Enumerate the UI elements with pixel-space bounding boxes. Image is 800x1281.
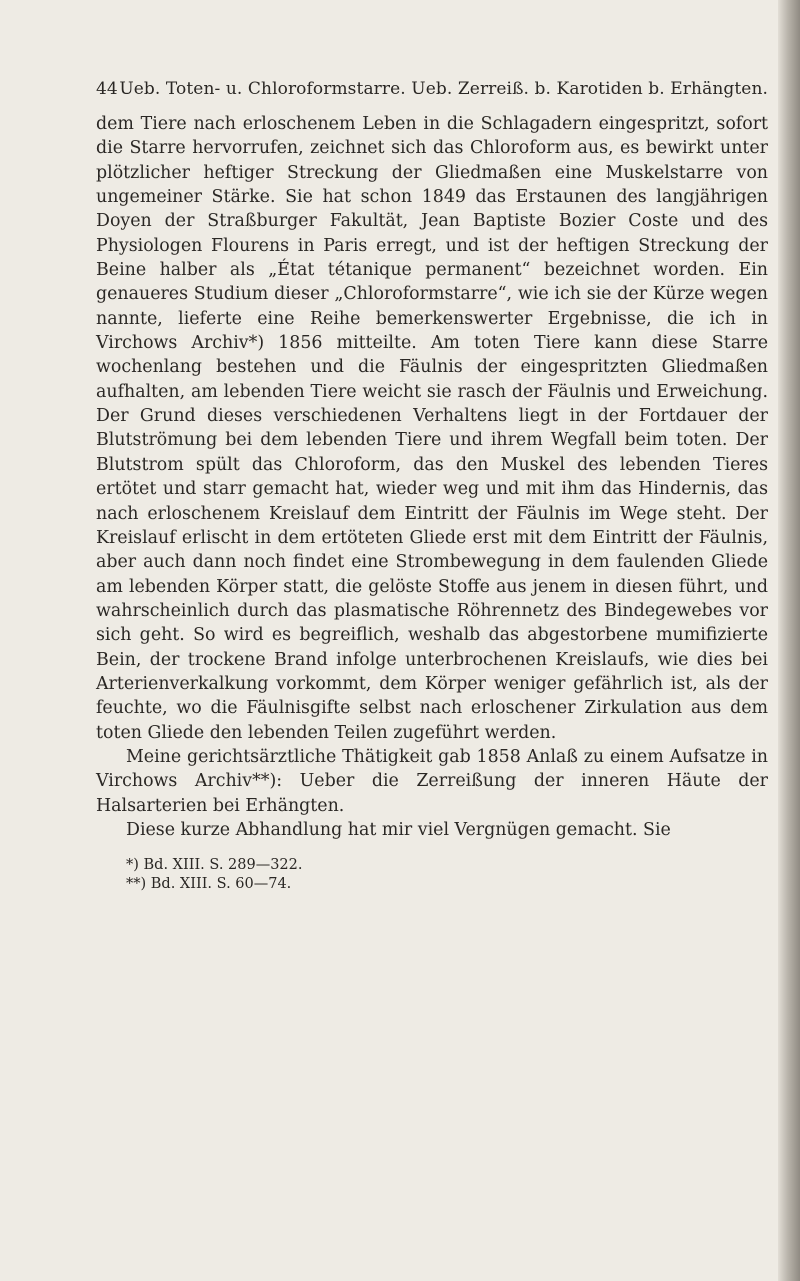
page-number: 44: [96, 79, 118, 99]
running-head: Ueb. Toten- u. Chloroformstarre. Ueb. Zerreiß. b. Karotiden b. Erhängten.: [119, 79, 768, 99]
book-page: [96, 78, 768, 894]
paragraph-3: Diese kurze Abhandlung hat mir viel Vergnügen gemacht. Sie: [126, 819, 671, 840]
page-header: [96, 78, 768, 100]
page-edge-shadow: [778, 0, 800, 1281]
paragraph-1: dem Tiere nach erloschenem Leben in die Schlagadern eingespritzt, sofort die Starre hervorrufen, zeichnet sich das Chloroform aus, es bewirkt unter plötzlicher heftiger Streckung der Gliedmaßen eine Muskelstarre von ungemeiner Stärke. Sie hat schon 1849 das Erstaunen des langjährigen Doyen der Straßburger Fakultät, Jean Baptiste Bozier Coste und des Physiologen Flourens in Paris erregt, und ist der heftigen Streckung der Beine halber als „État tétanique permanent“ bezeichnet worden. Ein genaueres Studium dieser „Chloroformstarre“, wie ich sie der Kürze wegen nannte, lieferte eine Reihe bemerkenswerter Ergebnisse, die ich in Virchows Archiv*) 1856 mitteilte. Am toten Tiere kann diese Starre wochenlang bestehen und die Fäulnis der eingespritzten Gliedmaßen aufhalten, am lebenden Tiere weicht sie rasch der Fäulnis und Erweichung. Der Grund dieses verschiedenen Verhaltens liegt in der Fortdauer der Blutströmung bei dem lebenden Tiere und ihrem Wegfall beim toten. Der Blutstrom spült das Chloroform, das den Muskel des lebenden Tieres ertötet und starr gemacht hat, wieder weg und mit ihm das Hindernis, das nach erloschenem Kreislauf dem Eintritt der Fäulnis im Wege steht. Der Kreislauf erlischt in dem ertöteten Gliede erst mit dem Eintritt der Fäulnis, aber auch dann noch findet eine Strombewegung in dem faulenden Gliede am lebenden Körper statt, die gelöste Stoffe aus jenem in diesen führt, und wahrscheinlich durch das plasmatische Röhrennetz des Bindegewebes vor sich geht. So wird es begreiflich, weshalb das abgestorbene mumifizierte Bein, der trockene Brand infolge unterbrochenen Kreislaufs, wie dies bei Arterienverkalkung vorkommt, dem Körper weniger gefährlich ist, als der feuchte, wo die Fäulnisgifte selbst nach erloschener Zirkulation aus dem toten Gliede den lebenden Teilen zugeführt werden.: [96, 114, 768, 743]
footnotes: [126, 856, 768, 894]
footnote-1: *) Bd. XIII. S. 289—322.: [126, 857, 303, 874]
body-text: [96, 112, 768, 842]
footnote-2: **) Bd. XIII. S. 60—74.: [126, 876, 292, 893]
paragraph-2: Meine gerichtsärztliche Thätigkeit gab 1858 Anlaß zu einem Aufsatze in Virchows Archiv**): Ueber die Zerreißung der inneren Häute der Halsarterien bei Erhängten.: [96, 746, 768, 816]
